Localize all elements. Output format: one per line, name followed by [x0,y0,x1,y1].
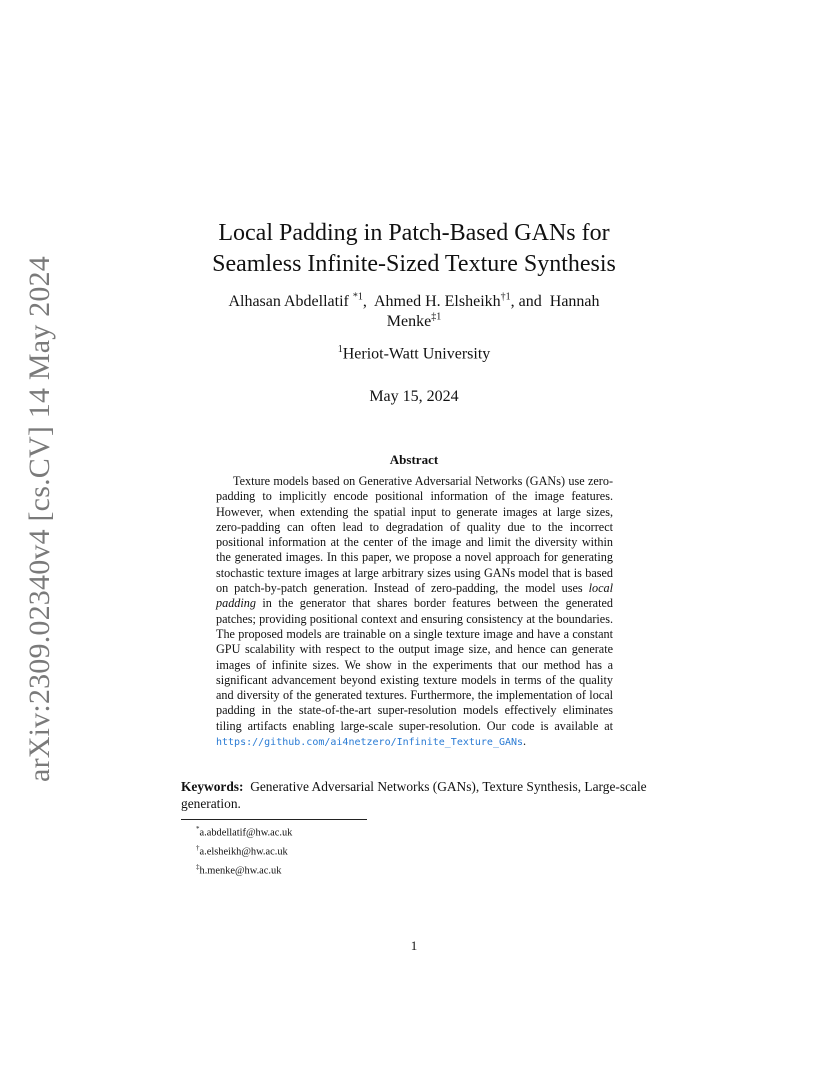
abstract-text-end: . [523,734,527,749]
author-name-2: Ahmed H. Elsheikh [374,293,501,310]
keywords-label: Keywords: [181,779,244,794]
affiliation-name: Heriot-Watt University [342,345,491,363]
footnote-item [196,860,292,879]
affiliation-mark: 1 [337,344,343,355]
author-mark-1: *1 [352,291,363,303]
footnote-email: h.menke@hw.ac.uk [199,865,282,877]
code-repository-link[interactable]: https://github.com/ai4netzero/Infinite_Texture_GANs [216,737,524,749]
paper-title [170,218,658,280]
abstract-emphasis: local padding [216,581,613,611]
author-name-3-last: Menke [386,313,432,330]
footnote-item [196,841,292,860]
author-list: Alhasan Abdellatif $^{*1}$, Ahmed H. Elsheikh$^{\dagger 1}$, and Hannah Menke$^{\ddagger 1}$ [228,291,600,330]
footnote-mark: ‡ [196,862,200,871]
arxiv-identifier-text: arXiv:2309.02340v4 [cs.CV] 14 May 2024 [23,255,57,782]
footnote-email: a.abdellatif@hw.ac.uk [199,827,293,839]
abstract-heading: Abstract [389,452,439,467]
abstract-text-part-2: in the generator that shares border features between the generated patches; providing positional context and ensuring consistency at the boundaries. The proposed models are trainable on a single texture image and have a constant GPU scalability with respect to the output image size, and hence can generate images of infinite sizes. We show in the experiments that our method has a significant advancement beyond existing texture models in terms of the quality and diversity of the generated textures. Furthermore, the implementation of local padding in the state-of-the-art super-resolution models effectively eliminates tiling artifacts enabling large-scale super-resolution. Our code is available at [216,596,613,733]
author-name-1: Alhasan Abdellatif [228,293,349,310]
footnote-divider [181,819,367,820]
footnotes [196,822,292,879]
abstract-text-part-1: Texture models based on Generative Adversarial Networks (GANs) use zero-padding to implicitly encode positional information of the image features. However, when extending the spatial input to generate images at large sizes, zero-padding can often lead to degradation of quality due to the incorrect positional information at the center of the image and limit the diversity within the generated images. In this paper, we propose a novel approach for generating stochastic texture images at large arbitrary sizes using GANs model that is based on patch-by-patch generation. Instead of zero-padding, the model uses [216,474,613,596]
publication-date: May 15, 2024 [369,388,459,405]
page-number: 1 [410,938,418,953]
paper-title-line-1: Local Padding in Patch-Based GANs for [218,220,610,246]
footnote-item [196,822,292,841]
author-mark-2: †1 [500,291,511,303]
affiliation [170,344,658,363]
footnote-mark: † [196,843,200,852]
author-conjunction: and [518,293,542,310]
keywords-text: Generative Adversarial Networks (GANs), Texture Synthesis, Large-scale generation. [181,779,647,811]
footnote-mark: * [196,825,200,833]
keywords [181,778,647,812]
arxiv-identifier-stamp [20,255,60,782]
footnote-email: a.elsheikh@hw.ac.uk [199,846,288,858]
author-name-3-first: Hannah [549,293,600,310]
author-mark-3: ‡1 [431,311,442,323]
paper-title-line-2: Seamless Infinite-Sized Texture Synthesis [212,251,616,277]
abstract-body [216,474,613,750]
